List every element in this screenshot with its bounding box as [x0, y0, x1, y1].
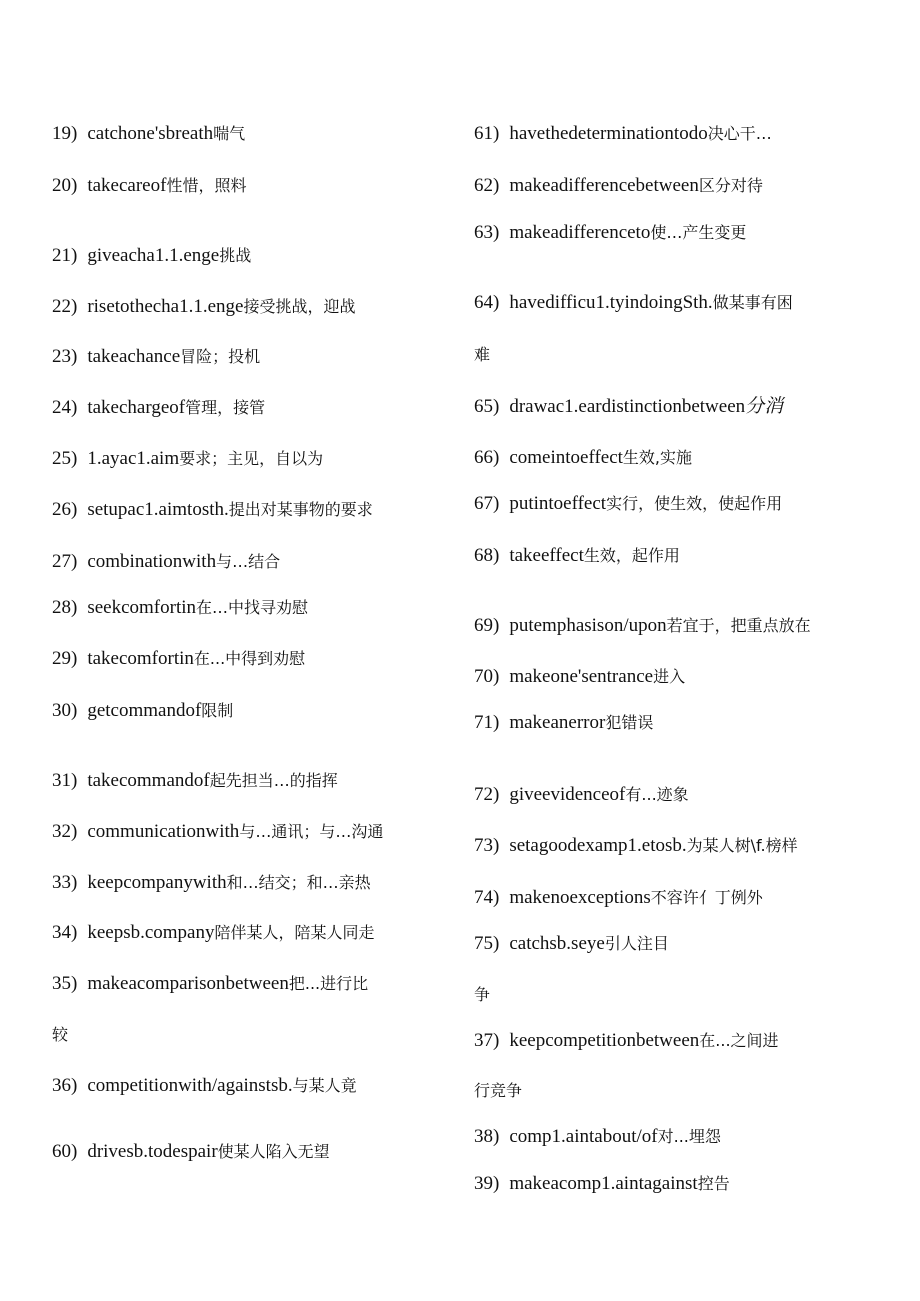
list-item: 27) combinationwith与…结合 [52, 551, 281, 572]
list-item: 23) takeachance冒险；投机 [52, 346, 261, 367]
list-item: 25) 1.ayac1.aim要求；主见，自以为 [52, 448, 324, 469]
list-item: 37) keepcompetitionbetween在...之间进 [474, 1030, 779, 1051]
list-item: 63) makeadifferenceto使…产生变更 [474, 222, 747, 243]
list-item: 65) drawac1.eardistinctionbetween分消 [474, 395, 784, 417]
list-item: 20) takecareof性惜，照料 [52, 175, 247, 196]
list-item: 64) havedifficu1.tyindoingSth.做某事有困 [474, 292, 793, 313]
list-item: 19) catchone'sbreath喘气 [52, 123, 246, 144]
list-item: 39) makeacomp1.aintagainst控告 [474, 1173, 730, 1194]
list-item: 34) keepsb.company陪伴某人，陪某人同走 [52, 922, 375, 943]
list-item: 31) takecommandof起先担当…的指挥 [52, 770, 338, 791]
list-item: 75) catchsb.seye引人注目 [474, 933, 669, 954]
list-item: 22) risetothecha1.1.enge接受挑战，迎战 [52, 296, 356, 317]
list-item: 67) putintoeffect实行，使生效，使起作用 [474, 493, 783, 514]
list-item: 21) giveacha1.1.enge挑战 [52, 245, 252, 266]
list-item: 32) communicationwith与…通讯；与…沟通 [52, 821, 384, 842]
list-item: 29) takecomfortin在...中得到劝慰 [52, 648, 306, 669]
list-item: 72) giveevidenceof有...迹象 [474, 784, 689, 805]
list-item: 60) drivesb.todespair使某人陷入无望 [52, 1141, 330, 1162]
list-item: 38) comp1.aintabout/of对...埋怨 [474, 1126, 721, 1147]
list-item: 28) seekcomfortin在…中找寻劝慰 [52, 597, 309, 618]
list-item: 61) havethedeterminationtodo决心干… [474, 123, 772, 144]
continuation-text: 行竞争 [474, 1081, 523, 1100]
continuation-text: 较 [52, 1025, 69, 1044]
continuation-text: 争 [474, 985, 491, 1004]
list-item: 69) putemphasison/upon若宜于，把重点放在 [474, 615, 811, 636]
list-item: 26) setupac1.aimtosth.提出对某事物的要求 [52, 499, 373, 520]
list-item: 35) makeacomparisonbetween把...进行比 [52, 973, 369, 994]
list-item: 33) keepcompanywith和…结交；和…亲热 [52, 872, 371, 893]
list-item: 24) takechargeof管理，接管 [52, 397, 266, 418]
list-item: 62) makeadifferencebetween区分对待 [474, 175, 763, 196]
list-item: 73) setagoodexamp1.etosb.为某人树\f.榜样 [474, 835, 798, 856]
list-item: 68) takeeffect生效，起作用 [474, 545, 680, 566]
list-item: 36) competitionwith/againstsb.与某人竟 [52, 1075, 357, 1096]
continuation-text: 难 [474, 345, 491, 364]
list-item: 66) comeintoeffect生效,实施 [474, 447, 693, 468]
list-item: 30) getcommandof限制 [52, 700, 234, 721]
list-item: 74) makenoexceptions不容许亻丁例外 [474, 887, 763, 908]
list-item: 70) makeone'sentrance进入 [474, 666, 686, 687]
list-item: 71) makeanerror犯错误 [474, 712, 654, 733]
